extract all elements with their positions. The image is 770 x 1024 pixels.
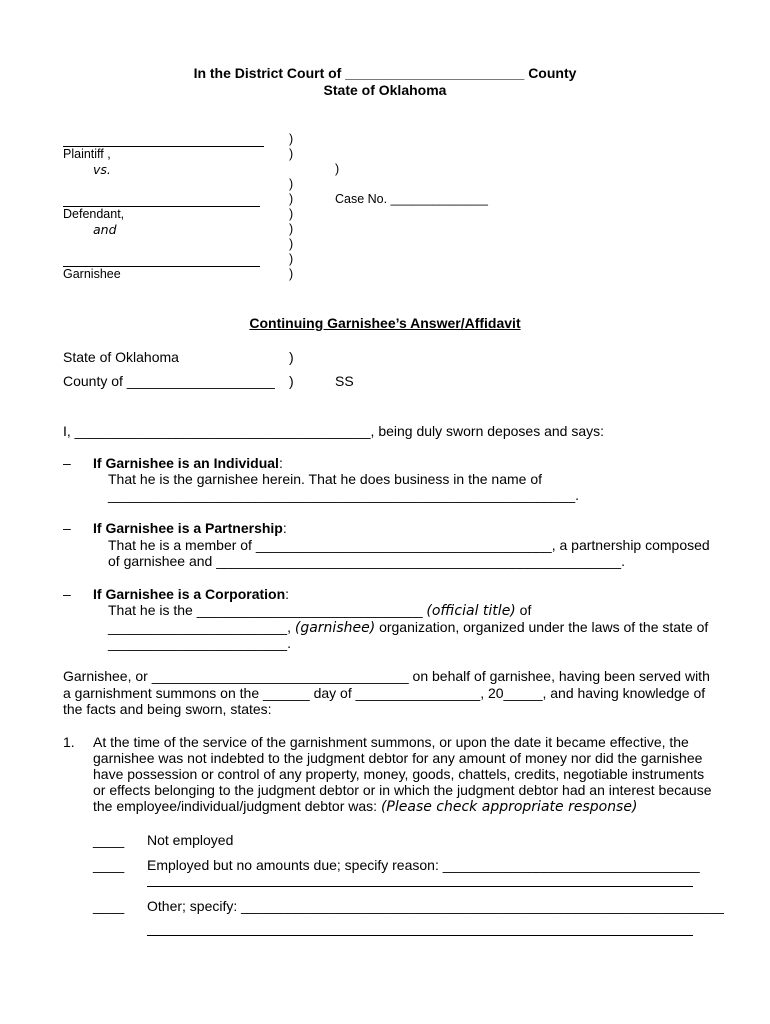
venue-state: State of Oklahoma [63,349,179,365]
corporation-line-2[interactable] [108,619,708,636]
venue-paren: ) [289,349,294,365]
venue-county-field[interactable]: County of ___________________ [63,373,275,389]
individual-heading-text: If Garnishee is an Individual [93,455,279,471]
item-1-line-4: or effects belonging to the judgment debtor or in which the judgment debtor had an interest because [93,782,712,798]
case-number-field[interactable]: Case No. ______________ [335,192,488,206]
item-1-line-1: At the time of the service of the garnishment summons, or upon the date it became effective, the [93,734,689,750]
corporation-heading [93,586,289,602]
item-1-number: 1. [63,734,75,750]
individual-heading [93,455,283,471]
state-heading: State of Oklahoma [323,82,447,98]
caption-paren: ) [289,222,294,236]
official-title-blank[interactable]: That he is the _____________________________ [108,602,427,618]
individual-business-name-field[interactable]: ____________________________________________________________. [108,487,580,503]
reason-continuation-line[interactable] [147,886,693,887]
employed-no-amounts-reason-field[interactable]: Employed but no amounts due; specify reason: _________________________________ [147,857,700,873]
venue-ss: SS [335,373,354,389]
not-employed-checkbox[interactable]: ____ [93,832,125,848]
service-line-1[interactable]: Garnishee, or _________________________________ on behalf of garnishee, having been served with [63,668,710,684]
item-1-line-5 [93,798,637,815]
caption-paren: ) [289,177,294,191]
bullet-dash: – [63,455,71,471]
garnishee-hint: (garnishee) [294,620,376,636]
item-1-line-3: have possession or control of any property, money, goods, chattels, credits, negotiable instruments [93,766,705,782]
court-heading: In the District Court of _______________________ County [193,65,577,81]
colon: : [285,586,290,602]
caption-paren: ) [289,192,294,206]
partnership-line-1[interactable]: That he is a member of ______________________________________, a partnership composed [108,537,710,553]
affiant-name-line[interactable]: I, ______________________________________, being duly sworn deposes and says: [63,423,605,439]
bullet-dash: – [63,520,71,536]
organization-text: organization, organized under the laws of the state of [375,619,709,635]
venue-paren: ) [289,373,294,389]
defendant-label: Defendant, [63,207,125,221]
individual-line-1: That he is the garnishee herein. That he does business in the name of [108,471,543,487]
caption-paren: ) [289,207,294,221]
of-text: of [515,602,532,618]
garnishee-name-blank[interactable]: _______________________, [108,619,295,635]
colon: : [282,520,287,536]
not-employed-label: Not employed [147,832,234,848]
caption-paren: ) [335,162,340,176]
official-title-hint: (official title) [426,603,516,619]
corporation-heading-text: If Garnishee is a Corporation [93,586,286,602]
and-label: and [93,222,117,237]
other-continuation-line[interactable] [147,935,693,936]
other-checkbox[interactable]: ____ [93,898,125,914]
garnishee-label: Garnishee [63,267,121,281]
item-1-line-5-text: the employee/individual/judgment debtor was: [93,798,381,814]
item-1-line-2: garnishee was not indebted to the judgment debtor for any amount of money nor did the garnishee [93,750,703,766]
caption-paren: ) [289,267,294,281]
document-title: Continuing Garnishee’s Answer/Affidavit [249,315,521,331]
corporation-state-field[interactable]: _______________________. [108,635,291,651]
employed-no-amounts-checkbox[interactable]: ____ [93,857,125,873]
plaintiff-label: Plaintiff , [63,147,111,161]
vs-label: vs. [93,162,111,177]
caption-paren: ) [289,252,294,266]
partnership-heading [93,520,287,536]
check-response-hint: (Please check appropriate response) [380,799,638,815]
service-line-2[interactable]: a garnishment summons on the ______ day of ________________, 20_____, and having knowledge of [63,685,706,701]
colon: : [278,455,283,471]
bullet-dash: – [63,586,71,602]
caption-paren: ) [289,132,294,146]
caption-paren: ) [289,147,294,161]
partnership-heading-text: If Garnishee is a Partnership [93,520,283,536]
service-line-3: the facts and being sworn, states: [63,701,272,717]
partnership-line-2[interactable]: of garnishee and ____________________________________________________. [108,553,625,569]
other-specify-field[interactable]: Other; specify: ______________________________________________________________ [147,898,724,914]
corporation-line-1[interactable] [108,602,531,619]
caption-paren: ) [289,237,294,251]
